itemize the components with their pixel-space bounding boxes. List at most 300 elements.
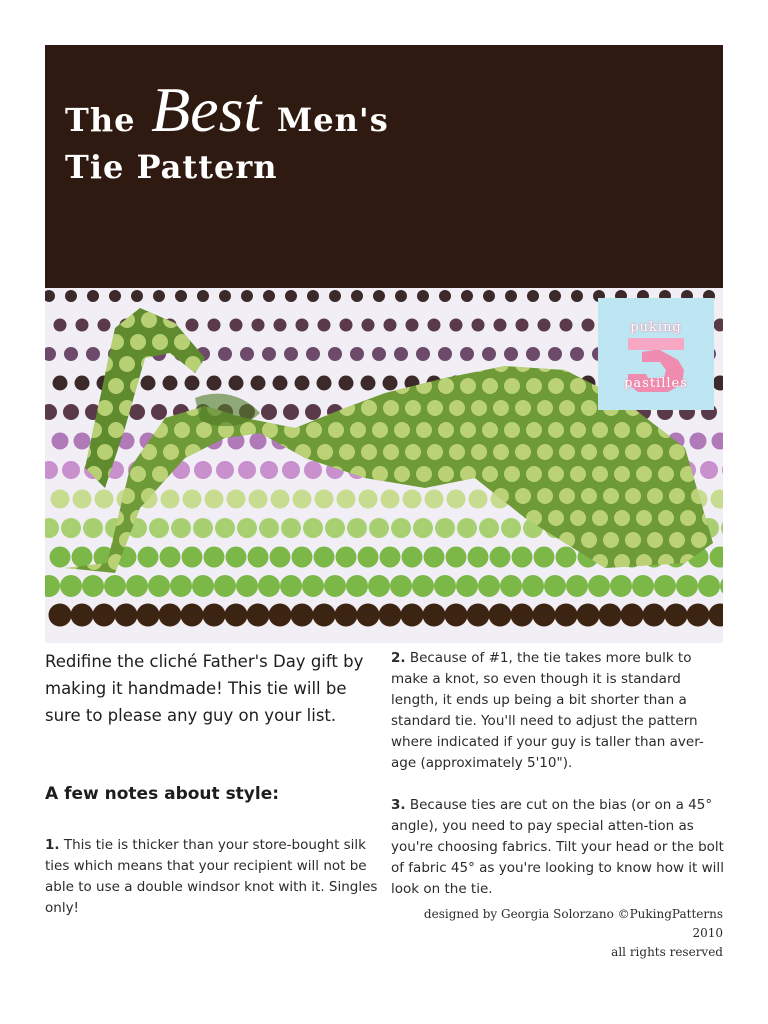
tie-dot [537,400,553,416]
tie-dot [614,510,630,526]
fabric-dot [527,290,539,302]
fabric-dot [318,319,331,332]
fabric-dot [45,575,60,597]
fabric-dot [73,490,92,509]
title-line-1 [65,73,389,147]
fabric-dot [347,518,367,538]
fabric-dot [654,575,676,597]
fabric-dot [214,575,236,597]
fabric-dot [390,575,412,597]
note-1 [45,835,380,919]
fabric-dot [698,575,720,597]
tie-dot [581,444,597,460]
fabric-dot [303,518,323,538]
fabric-dot [479,518,499,538]
note-2 [391,648,726,774]
fabric-dot [588,575,610,597]
tie-dot [372,466,388,482]
tie-dot [152,466,168,482]
fabric-dot [238,461,256,479]
fabric-dot [215,518,235,538]
fabric-dot [65,290,77,302]
fabric-dot [314,547,335,568]
fabric-dot [534,547,555,568]
tie-dot [405,400,421,416]
fabric-dot [416,347,430,361]
tie-dot [658,510,674,526]
tie-dot [592,466,608,482]
tie-dot [581,400,597,416]
fabric-dot [236,575,258,597]
fabric-dot [151,404,167,420]
fabric-dot [305,404,321,420]
tie-dot [537,488,553,504]
fabric-dot [357,604,380,627]
fabric-dot [159,604,182,627]
fabric-dot [247,604,270,627]
fabric-dot [372,347,386,361]
fabric-dot [461,290,473,302]
fabric-dot [391,518,411,538]
fabric-dot [329,290,341,302]
fabric-dot [249,490,268,509]
title-best: Best [151,74,262,145]
fabric-dot [676,575,698,597]
fabric-dot [489,604,512,627]
fabric-dot [230,319,243,332]
tie-dot [361,400,377,416]
fabric-dot [54,319,67,332]
fabric-dot [456,575,478,597]
fabric-dot [712,433,724,450]
fabric-dot [270,547,291,568]
fabric-dot [337,490,356,509]
fabric-dot [340,319,353,332]
fabric-dot [720,575,723,597]
fabric-dot [621,604,644,627]
tie-dot [559,488,575,504]
fabric-dot [560,319,573,332]
fabric-dot [83,518,103,538]
fabric-dot [193,518,213,538]
tie-dot [108,422,124,438]
tie-dot [416,422,432,438]
tie-dot [493,444,509,460]
fabric-dot [501,518,521,538]
tie-dot [603,488,619,504]
fabric-dot [197,290,209,302]
fabric-dot [240,347,254,361]
tie-dot [97,356,113,372]
tie-dot [130,466,146,482]
fabric-dot [361,376,376,391]
tie-dot [427,444,443,460]
fabric-dot [74,433,91,450]
fabric-dot [467,604,490,627]
fabric-dot [690,433,707,450]
fabric-dot [700,461,718,479]
fabric-dot [438,347,452,361]
tie-dot [482,378,498,394]
fabric-dot [412,575,434,597]
fabric-dot [45,461,58,479]
tie-dot [603,532,619,548]
fabric-dot [336,547,357,568]
tie-dot [559,400,575,416]
fabric-dot [373,290,385,302]
tie-dot [581,488,597,504]
fabric-dot [62,461,80,479]
tie-dot [504,466,520,482]
fabric-dot [49,604,72,627]
fabric-dot [713,376,724,391]
tie-dot [394,422,410,438]
fabric-dot [284,347,298,361]
fabric-dot [281,518,301,538]
fabric-dot [714,319,724,332]
fabric-dot [538,319,551,332]
note-2-number: 2. [391,650,406,666]
fabric-dot [170,575,192,597]
fabric-dot [141,376,156,391]
tie-dot [185,356,201,372]
tie-dot [119,312,135,328]
tie-dot [614,422,630,438]
fabric-dot [153,290,165,302]
fabric-dot [163,376,178,391]
fabric-dot [383,376,398,391]
fabric-dot [175,290,187,302]
tie-dot [515,400,531,416]
fabric-dot [71,604,94,627]
fabric-dot [258,575,280,597]
tie-dot [383,400,399,416]
tie-dot [449,444,465,460]
fabric-dot [324,575,346,597]
fabric-dot [687,604,710,627]
fabric-dot [208,319,221,332]
fabric-dot [394,347,408,361]
fabric-dot [362,319,375,332]
fabric-dot [109,290,121,302]
fabric-dot [439,290,451,302]
tie-dot [592,510,608,526]
fabric-dot [280,575,302,597]
fabric-dot [52,433,69,450]
fabric-dot [181,604,204,627]
fabric-dot [304,461,322,479]
fabric-dot [709,604,724,627]
fabric-dot [500,575,522,597]
tie-dot [504,378,520,394]
tie-dot [119,356,135,372]
fabric-dot [401,604,424,627]
tie-dot [438,422,454,438]
fabric-dot [203,604,226,627]
fabric-dot [227,490,246,509]
tie-dot [658,466,674,482]
fabric-dot [504,347,518,361]
fabric-dot [260,461,278,479]
tie-dot [152,334,168,350]
fabric-dot [423,604,446,627]
fabric-dot [161,490,180,509]
tie-dot [97,400,113,416]
fabric-dot [259,518,279,538]
note-3-number: 3. [391,797,406,813]
tie-dot [625,532,641,548]
tie-dot [471,400,487,416]
fabric-dot [435,518,455,538]
fabric-dot [263,290,275,302]
logo-numeral-graphic [598,298,714,410]
tie-dot [713,356,723,372]
tie-dot [383,444,399,460]
fabric-dot [483,290,495,302]
fabric-dot [447,490,466,509]
fabric-dot [229,376,244,391]
fabric-dot [384,319,397,332]
tie-dot [108,378,124,394]
tie-dot [339,444,355,460]
tie-dot [449,400,465,416]
fabric-dot [512,547,533,568]
tie-dot [185,444,201,460]
fabric-dot [339,376,354,391]
fabric-dot [306,347,320,361]
tie-dot [515,444,531,460]
tie-dot [141,312,157,328]
fabric-dot [490,547,511,568]
notes-heading: A few notes about style: [45,784,280,804]
tie-dot [471,444,487,460]
fabric-dot [207,376,222,391]
fabric-dot [292,547,313,568]
fabric-dot [379,604,402,627]
fabric-dot [149,518,169,538]
tie-dot [625,444,641,460]
tie-dot [636,466,652,482]
fabric-dot [95,490,114,509]
fabric-dot [577,604,600,627]
tie-dot [427,400,443,416]
fabric-dot [72,547,93,568]
fabric-dot [269,604,292,627]
fabric-dot [402,547,423,568]
fabric-dot [261,404,277,420]
fabric-dot [403,490,422,509]
tie-dot [603,444,619,460]
fabric-dot [424,547,445,568]
fabric-dot [45,518,59,538]
fabric-dot [251,376,266,391]
fabric-dot [434,575,456,597]
fabric-dot [380,547,401,568]
tie-dot [570,378,586,394]
fabric-dot [526,347,540,361]
note-3-text: Because ties are cut on the bias (or on a 45° angle), you need to pay special atten-tion as you're choosing fabrics. Tilt your head or the bolt of fabric 45° as you're looking to know how it will look on the tie. [391,797,724,897]
fabric-dot [226,547,247,568]
tie-dot [614,554,630,570]
fabric-dot [60,575,82,597]
fabric-dot [53,376,68,391]
title-mens: Men's [276,101,389,139]
fabric-dot [98,319,111,332]
fabric-dot [571,290,583,302]
fabric-dot [93,604,116,627]
tie-dot [559,532,575,548]
fabric-dot [533,604,556,627]
fabric-dot [45,404,57,420]
fabric-dot [183,490,202,509]
note-1-text: This tie is thicker than your store-bought silk ties which means that your recipient will not be able to use a double windsor knot with it. Singles only! [45,837,378,916]
fabric-dot [86,347,100,361]
fabric-dot [665,604,688,627]
fabric-dot [285,290,297,302]
tie-dot [460,422,476,438]
tie-dot [636,422,652,438]
tie-dot [669,488,685,504]
tie-dot [548,378,564,394]
tie-dot [394,466,410,482]
fabric-dot [325,518,345,538]
tie-dot [108,334,124,350]
tie-dot [537,444,553,460]
note-3 [391,795,726,900]
tie-dot [647,532,663,548]
fabric-dot [710,547,724,568]
fabric-dot [76,319,89,332]
fabric-dot [315,490,334,509]
fabric-dot [722,461,723,479]
fabric-dot [205,490,224,509]
fabric-dot [160,547,181,568]
tie-dot [350,422,366,438]
tie-dot [174,334,190,350]
tie-dot [526,378,542,394]
tie-dot [482,466,498,482]
fabric-dot [570,347,584,361]
tie-dot [306,422,322,438]
tie-dot [130,334,146,350]
fabric-dot [218,347,232,361]
fabric-dot [566,575,588,597]
tie-dot [614,466,630,482]
fabric-dot [204,547,225,568]
tie-dot [526,422,542,438]
tie-dot [570,466,586,482]
tie-dot [647,444,663,460]
fabric-dot [548,347,562,361]
fabric-dot [225,604,248,627]
fabric-dot [381,490,400,509]
fabric-dot [406,319,419,332]
tie-dot [559,444,575,460]
fabric-dot [369,518,389,538]
fabric-dot [219,290,231,302]
fabric-dot [346,575,368,597]
credit-line [391,905,723,962]
tie-dot [548,466,564,482]
fabric-dot [511,604,534,627]
fabric-dot [417,290,429,302]
title-the: The [65,101,136,139]
fabric-dot [632,575,654,597]
fabric-dot [61,518,81,538]
fabric-dot [293,490,312,509]
tie-dot [361,444,377,460]
fabric-dot [126,575,148,597]
fabric-dot [445,604,468,627]
fabric-dot [282,461,300,479]
fabric-dot [283,404,299,420]
fabric-dot [478,575,500,597]
logo-text-bottom: pastilles [624,376,688,391]
tie-dot [438,378,454,394]
tie-dot [460,378,476,394]
fabric-dot [82,575,104,597]
fabric-dot [131,290,143,302]
fabric-dot [137,604,160,627]
fabric-dot [425,490,444,509]
intro-paragraph: Redifine the cliché Father's Day gift by making it handmade! This tie will be sure to please any guy on your list. [45,652,364,725]
fabric-dot [468,547,489,568]
tie-dot [416,466,432,482]
fabric-dot [148,575,170,597]
fabric-dot [460,347,474,361]
tie-dot [669,532,685,548]
tie-dot [625,488,641,504]
tie-dot [438,466,454,482]
tie-dot [636,510,652,526]
fabric-dot [505,290,517,302]
fabric-dot [129,404,145,420]
tie-dot [691,532,707,548]
title-banner [45,45,723,288]
fabric-dot [182,547,203,568]
fabric-dot [295,376,310,391]
fabric-dot [307,290,319,302]
fabric-dot [45,347,56,361]
tie-dot [97,444,113,460]
fabric-dot [544,575,566,597]
fabric-dot [194,461,212,479]
fabric-dot [216,461,234,479]
fabric-dot [262,347,276,361]
fabric-dot [192,575,214,597]
fabric-dot [241,290,253,302]
fabric-dot [335,604,358,627]
logo-text-top: puking [630,320,682,335]
fabric-dot [643,604,666,627]
tie-dot [163,444,179,460]
fabric-dot [351,290,363,302]
fabric-dot [252,319,265,332]
fabric-dot [313,604,336,627]
fabric-dot [185,376,200,391]
tie-dot [515,488,531,504]
tie-dot [405,444,421,460]
tie-dot [581,532,597,548]
tie-dot [295,444,311,460]
tie-dot [482,422,498,438]
fabric-dot [469,490,488,509]
note-1-number: 1. [45,837,60,853]
fabric-dot [582,319,595,332]
fabric-dot [358,547,379,568]
fabric-dot [51,490,70,509]
fabric-dot [248,547,269,568]
